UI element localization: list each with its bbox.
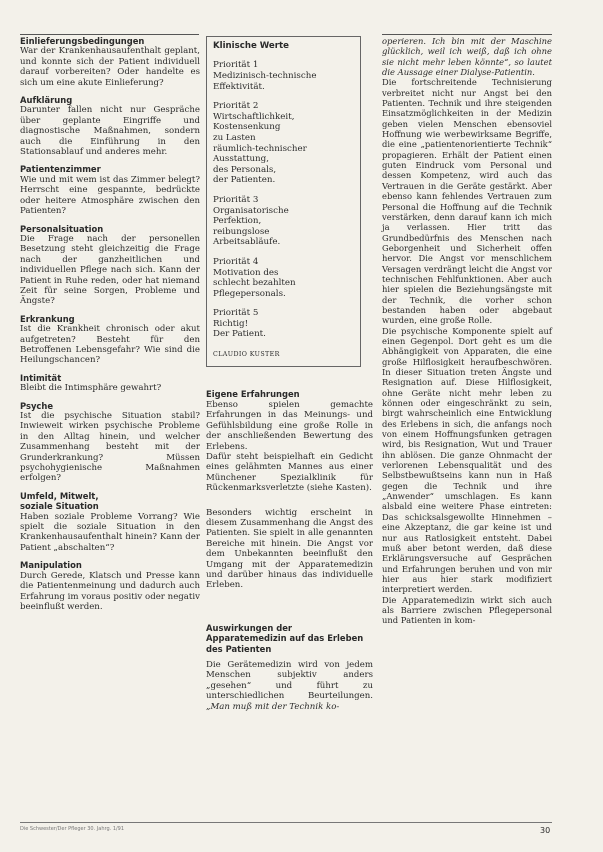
section-umfeld [20, 491, 200, 553]
priority-line: räumlich-technischer [213, 143, 307, 154]
paragraph: Durch Gerede, Klatsch und Presse kann die Patientenmeinung und dadurch auch Erfahrung im voraus positiv oder negativ beeinflußt werden. [20, 570, 200, 612]
priority-line: der Patienten. [213, 175, 276, 186]
priority-label: Priorität 3 [213, 194, 259, 205]
priority-line: Motivation des [213, 267, 279, 278]
paragraph: Die Apparatemedizin wirkt sich auch als Barriere zwischen Pflegepersonal und Patienten in kom- [382, 594, 552, 626]
section-manipulation [20, 560, 200, 612]
poem-author: CLAUDIO KUSTER [213, 351, 280, 359]
priority-line: Kostensenkung [213, 122, 281, 133]
page-number: 30 [540, 826, 551, 835]
rule-col3 [382, 34, 552, 35]
priority-line: reibungslose [213, 226, 270, 237]
section-auswirkungen [206, 623, 373, 712]
heading: Eigene Erfahrungen [206, 389, 300, 400]
heading: Personalsituation [20, 223, 104, 234]
priority-2 [213, 101, 354, 186]
paragraph: Darunter fallen nicht nur Gespräche über geplante Eingriffe und diagnostische Maßnahmen, sondern auch die Einführung in den Stationsablauf und anderes mehr. [20, 105, 200, 158]
column-3 [382, 36, 552, 626]
priority-line: Arbeitsabläufe. [213, 237, 281, 248]
priority-line: zu Lasten [213, 132, 256, 143]
heading: Auswirkungen der Apparatemedizin auf das Erleben des Patienten [206, 622, 364, 654]
heading: Patientenzimmer [20, 164, 101, 175]
paragraph: Ebenso spielen gemachte Erfahrungen in das Meinungs- und Gefühlsbildung eine große Rolle in der anschließenden Bewertung des Erlebens. [206, 399, 373, 452]
priority-line: Organisatorische [213, 205, 289, 216]
priority-1 [213, 60, 354, 92]
priority-label: Priorität 1 [213, 60, 259, 71]
quote-start: „Man muß mit der Technik ko- [206, 701, 340, 712]
heading: Aufklärung [20, 95, 73, 106]
paragraph: Ist die psychische Situation stabil? Inwieweit wirken psychische Probleme in den Alltag hinein, und welcher Zusammenhang besteht mit der Grunderkrankung? Müssen psychohygienische Maßnahmen erfolgen? [20, 411, 200, 484]
column-1 [20, 36, 200, 619]
poem-box [206, 36, 361, 367]
paragraph: Ist die Krankheit chronisch oder akut aufgetreten? Besteht für den Betroffenen Lebensgefahr? Wie sind die Heilungschancen? [20, 324, 200, 366]
paragraph: Die psychische Komponente spielt auf einen Gegenpol. Dort geht es um die Abhängigkeit von Apparaten, die eine große Hilflosigkeit heraufbeschwören. In dieser Situation treten Ängste und Resignation auf. Diese Hilflosigkeit, ohne Geräte nicht mehr leben zu können oder eingeschränkt zu sein, birgt wahrscheinlich eine Entwicklung des Erlebens in sich, die anfangs noch von einem Hoffnungsfunken getragen wird, bis Resignation, Wut und Trauer ihn ablösen. Die ganze Ohnmacht der verlorenen Lebensqualität und des Selbstbewußtseins kann nun in Haß gegen die Technik und ihre „Anwender“ umschlagen. Es kann alsbald eine weitere Phase eintreten: Das schicksalsgewollte Hinnehmen – eine Akzeptanz, die gar keine ist und nur aus Ratlosigkeit entsteht. Dabei muß aber betont werden, daß diese Erklärungsversuche auf Gesprächen und Erfahrungen beruhen und von mir hier aus hier stark modifiziert interpretiert werden. [382, 325, 552, 595]
heading: Erkrankung [20, 313, 75, 324]
priority-line: Wirtschaftlichkeit, [213, 111, 295, 122]
priority-label: Priorität 2 [213, 101, 259, 112]
heading: Umfeld, Mitwelt, soziale Situation [20, 490, 99, 512]
paragraph: Wie und mit wem ist das Zimmer belegt? Herrscht eine gespannte, bedrückte oder heitere Atmosphäre zwischen den Patienten? [20, 174, 200, 217]
paragraph-text: Die Gerätemedizin wird von jedem Menschen subjektiv anders „gesehen“ und führt zu unterschiedlichen Beurteilungen. [206, 660, 373, 702]
priority-line: Perfektion, [213, 216, 262, 227]
heading: Manipulation [20, 560, 82, 571]
priority-line: Pflegepersonals. [213, 288, 286, 299]
paragraph: Bleibt die Intimsphäre gewahrt? [20, 383, 162, 394]
priority-line: Ausstattung, [213, 154, 269, 165]
paragraph: Dafür steht beispielhaft ein Gedicht eines gelähmten Mannes aus einer Münchener Spezialklinik für Rückenmarksverletzte (siehe Kasten). [206, 451, 373, 494]
section-patientenzimmer [20, 164, 200, 216]
paragraph [206, 660, 373, 712]
paragraph: Haben soziale Probleme Vorrang? Wie spielt die soziale Situation in den Krankenhausaufenthalt hinein? Kann der Patient „abschalten“? [20, 511, 200, 553]
paragraph: Die Frage nach der personellen Besetzung steht gleichzeitig die Frage nach der ganzheitlichen und individuellen Pflege nach sich. Kann der Patient in Ruhe reden, oder hat niemand Zeit für seine Sorgen, Probleme und Ängste? [20, 233, 200, 307]
section-einlieferung [20, 36, 200, 88]
section-intimitaet [20, 373, 200, 394]
priority-line: Der Patient. [213, 329, 266, 340]
section-eigene-erfahrungen [206, 389, 373, 590]
section-personalsituation [20, 224, 200, 307]
priority-line: schlecht bezahlten [213, 278, 296, 289]
footer-source: Die Schwester/Der Pfleger 30. Jahrg. 1/91 [20, 826, 125, 832]
paragraph: War der Krankenhausaufenthalt geplant, und konnte sich der Patient individuell darauf vorbereiten? Oder handelte es sich um eine akute Einlieferung? [20, 46, 200, 88]
priority-4 [213, 257, 354, 299]
priority-line: des Personals, [213, 164, 277, 175]
paragraph: Die fortschreitende Technisierung verbreitet nicht nur Angst bei den Patienten. Technik und ihre steigenden Einsatzmöglichkeiten in der Medizin geben vielen Menschen ebensoviel Hoffnung wie werbewirksame Begriffe, die eine „patientenorientierte Technik“ propagieren. Erhält der Patient einen guten Eindruck vom Personal und dessen Kompetenz, wird auch das Vertrauen in die Geräte gestärkt. Aber ebenso kann fehlendes Vertrauen zum Personal die Hoffnung auf die Technik verstärken, denn darauf kann ich mich ja verlassen. Hier tritt das Grundbedürfnis des Menschen nach Geborgenheit und Sicherheit offen hervor. Die Angst vor menschlichem Versagen verdrängt leicht die Angst vor technischen Fehlfunktionen. Aber auch hier spielen die Beziehungsängste mit der Technik, die vorher schon bestanden haben oder abgebaut wurden, eine große Rolle. [382, 77, 552, 326]
priority-label: Priorität 4 [213, 256, 259, 267]
column-2 [206, 36, 373, 712]
section-psyche [20, 401, 200, 484]
priority-line: Effektivität. [213, 81, 265, 92]
rule-col1 [20, 34, 199, 35]
footer-rule [20, 822, 552, 823]
priority-line: Medizinisch-technische [213, 71, 317, 81]
priority-line: Richtig! [213, 318, 249, 329]
heading: Psyche [20, 400, 54, 411]
heading: Einlieferungsbedingungen [20, 36, 145, 46]
section-erkrankung [20, 314, 200, 366]
priority-label: Priorität 5 [213, 308, 259, 319]
paragraph: Besonders wichtig erscheint in diesem Zusammenhang die Angst des Patienten. Sie spielt in alle genannten Bereiche mit hinein. Die Angst vor dem Unbekannten beeinflußt den Umgang mit der Apparatemedizin und darüber hinaus das individuelle Erleben. [206, 507, 373, 591]
priority-5 [213, 308, 354, 340]
priority-3 [213, 195, 354, 248]
heading: Intimität [20, 372, 62, 383]
box-heading: Klinische Werte [213, 41, 289, 51]
section-aufklaerung [20, 95, 200, 157]
quote-continuation: operieren. Ich bin mit der Maschine glücklich, weil ich weiß, daß ich ohne sie nicht mehr leben könnte“, so lautet die Aussage einer Dialyse-Patientin. [382, 36, 552, 78]
